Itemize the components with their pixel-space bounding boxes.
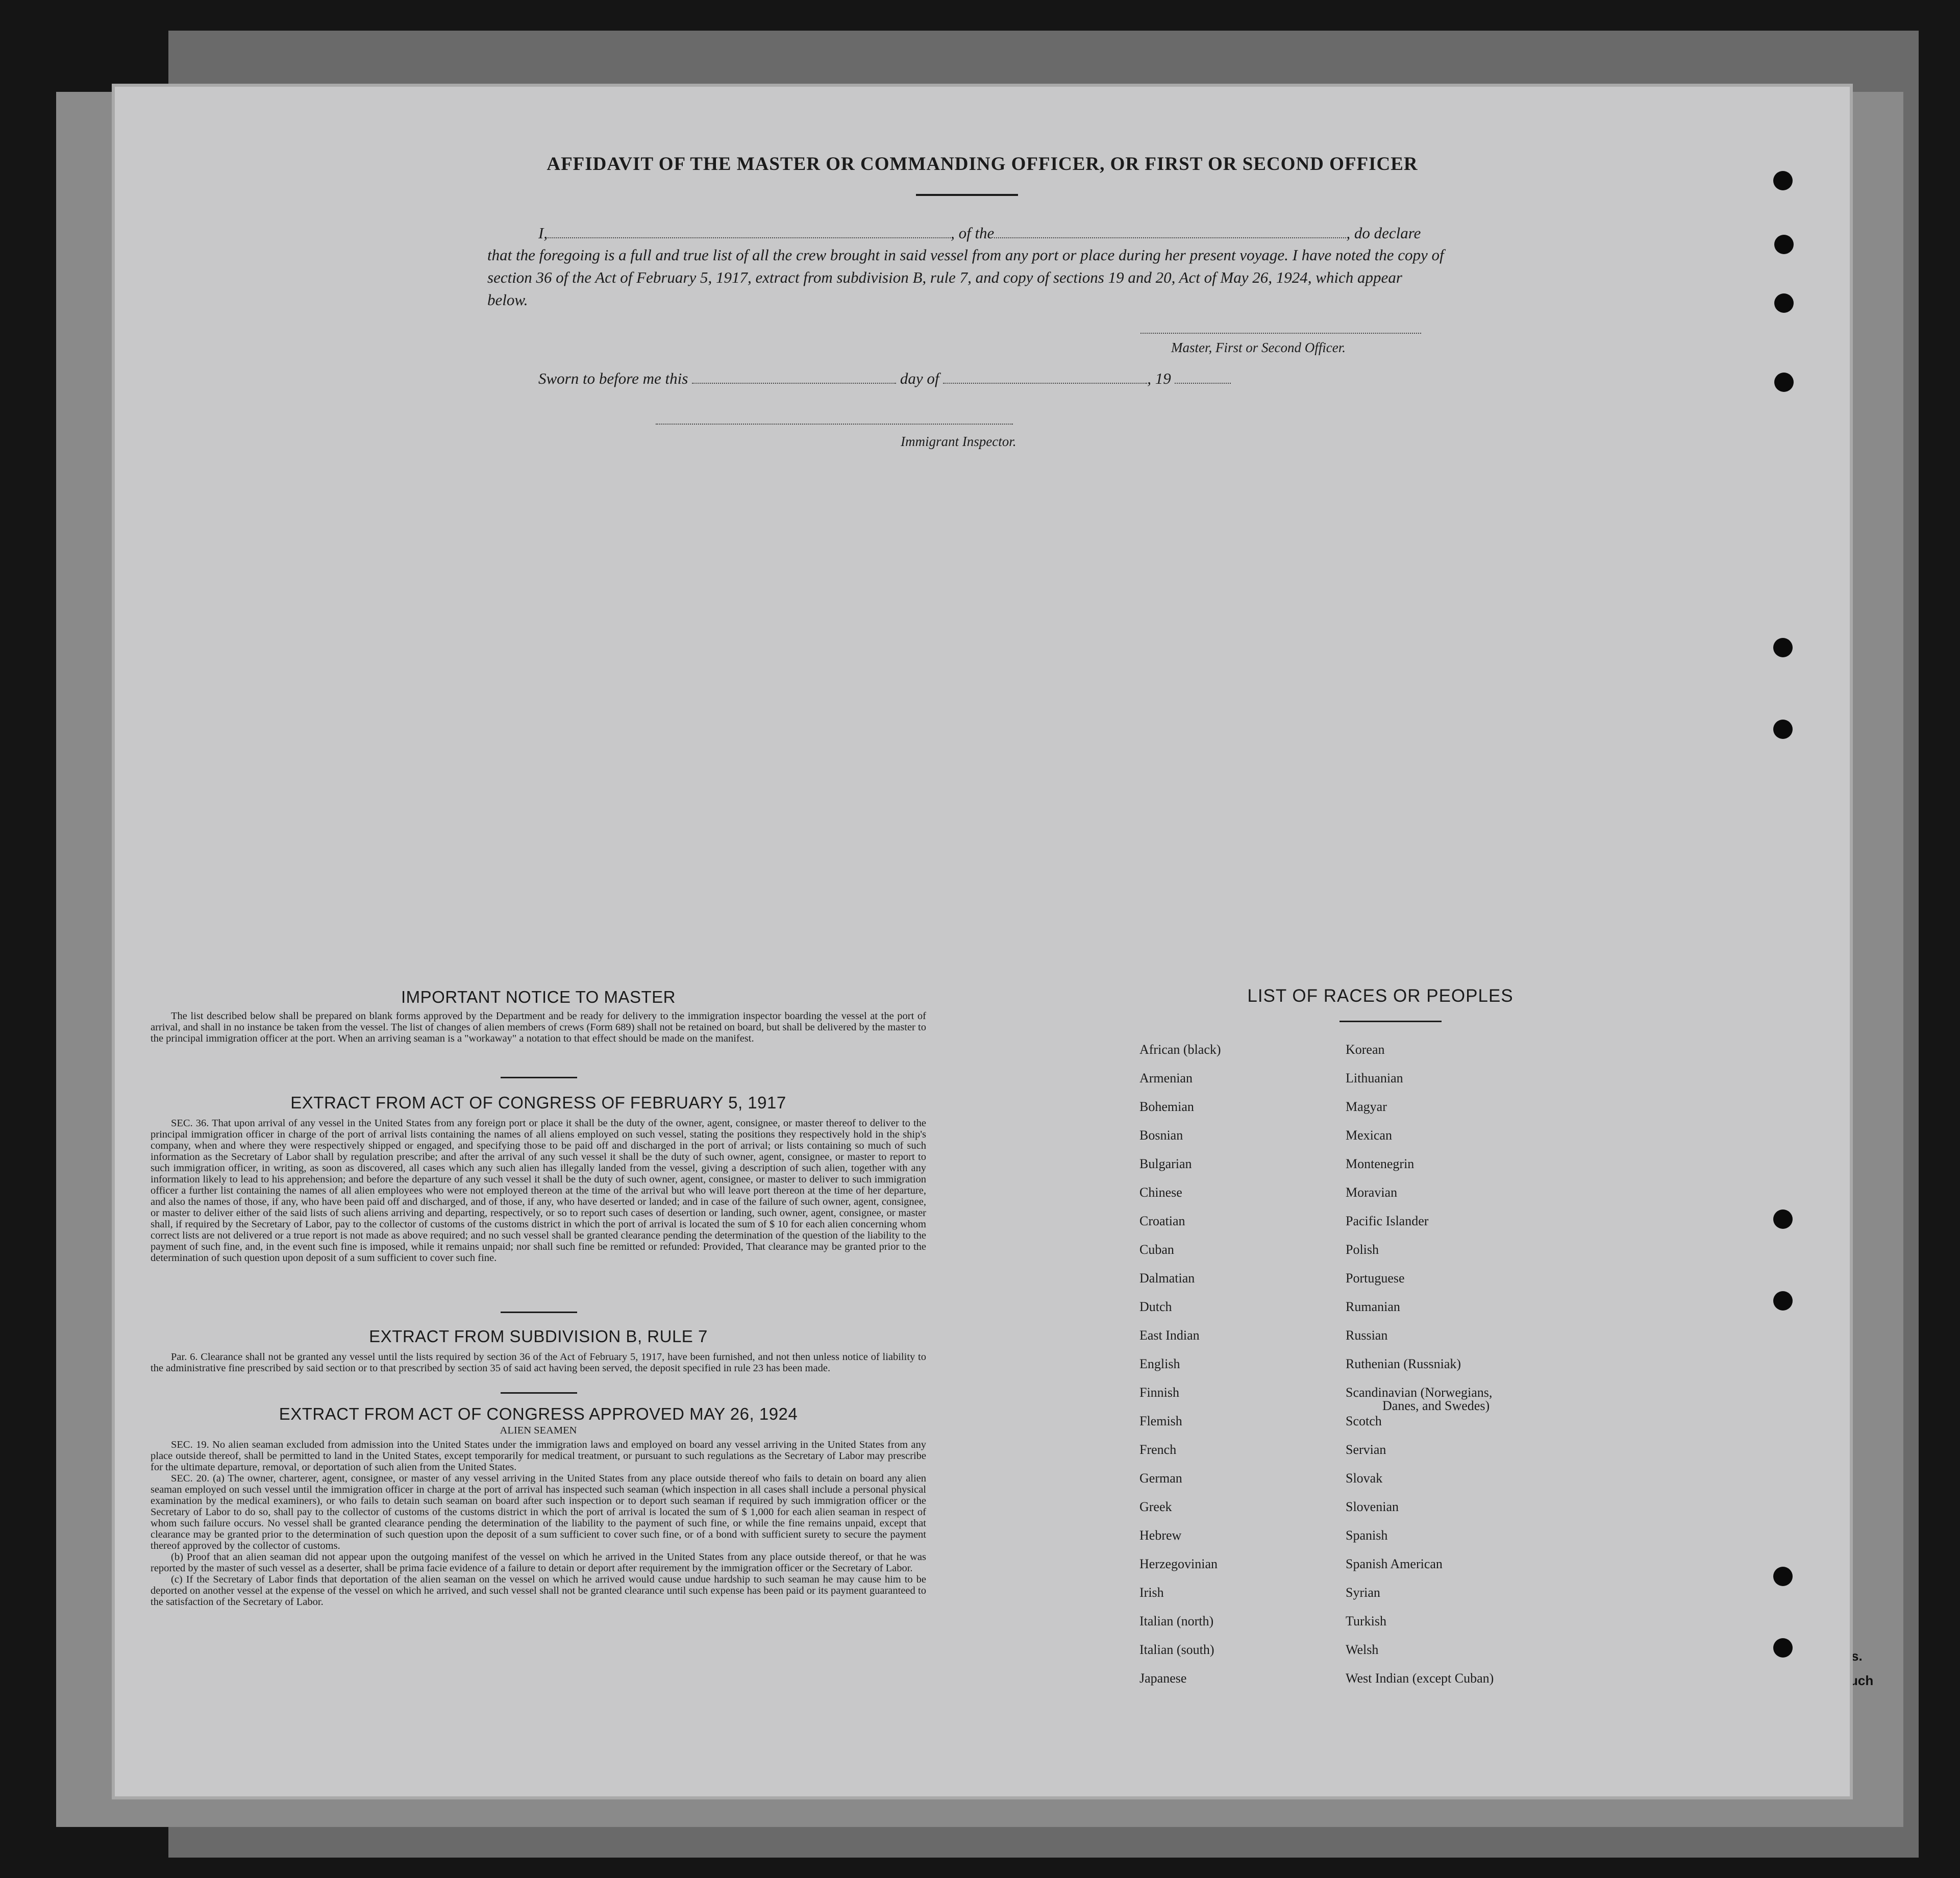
race-item: Spanish American	[1346, 1556, 1443, 1571]
race-item: Italian (south)	[1139, 1642, 1214, 1657]
name-blank[interactable]	[548, 237, 951, 238]
extract-1924-body	[151, 1439, 926, 1608]
race-item: Herzegovinian	[1139, 1556, 1218, 1571]
race-item: Turkish	[1346, 1614, 1386, 1628]
rule7-title: EXTRACT FROM SUBDIVISION B, RULE 7	[369, 1327, 708, 1346]
punch-hole	[1773, 1291, 1793, 1311]
extract-1917-body: SEC. 36. That upon arrival of any vessel in the United States from any foreign port or place it shall be the duty of the owner, agent, consignee, or master thereof to deliver to the principal immigration officer in charge of the port of arrival lists containing the names of all aliens employed on such vessel, stating the positions they respectively hold in the ship's company, when and where they were respectively shipped or engaged, and specifying those to be paid off and discharged in the port of arrival; or lists containing so much of such information as the Secretary of Labor shall by regulation prescribe; and after the arrival of any such vessel it shall be the duty of such owner, agent, consignee, or master to report to such immigration officer, in writing, as soon as discovered, all cases which any such alien has illegally landed from the vessel, giving a description of such alien, together with any information likely to lead to his apprehension; and before the departure of any such vessel it shall be the duty of such owner, agent, consignee, or master to deliver to such immigration officer a further list containing the names of all alien employees who were not employed thereon at the time of the arrival but who will leave port thereon at the time of her departure, and also the names of those, if any, who have been paid off and discharged, and of those, if any, who have deserted or landed; and in case of the failure of such owner, agent, consignee, or master to deliver either of the said lists of such aliens arriving and departing, respectively, or so to report such cases of desertion or landing, such owner, agent, consignee, or master shall, if required by the Secretary of Labor, pay to the collector of customs of the customs district in which the port of arrival is located the sum of $ 10 for each alien concerning whom correct lists are not delivered or a true report is not made as above required; and no such vessel shall be granted clearance pending the determination of the question of the liability to the payment of such fine, and, in the event such fine is imposed, while it remains unpaid; nor shall such fine be remitted or refunded: Provided, That clearance may be granted prior to the determination of such question upon deposit of a sum sufficient to cover such fine.	[151, 1118, 926, 1264]
sworn-prefix: Sworn to before me this	[538, 369, 688, 387]
rule7-body: Par. 6. Clearance shall not be granted any vessel until the lists required by section 36 of the Act of February 5, 1917, have been furnished, and not then unless notice of liability to the administrative fine prescribed by said section or to that prescribed by section 35 of said act having been served, the deposit specified in rule 23 has been made.	[151, 1351, 926, 1374]
race-item: Ruthenian (Russniak)	[1346, 1356, 1461, 1371]
race-item: Croatian	[1139, 1214, 1185, 1228]
race-item: German	[1139, 1471, 1182, 1486]
declaration-line	[538, 222, 1421, 244]
affidavit-title: AFFIDAVIT OF THE MASTER OR COMMANDING OFFICER, OR FIRST OR SECOND OFFICER	[547, 154, 1418, 175]
race-item: Hebrew	[1139, 1528, 1182, 1543]
race-item: Bosnian	[1139, 1128, 1183, 1143]
race-item: Moravian	[1346, 1185, 1398, 1200]
race-item: Mexican	[1346, 1128, 1392, 1143]
punch-hole	[1773, 1567, 1793, 1586]
signature-label: Master, First or Second Officer.	[1171, 340, 1346, 355]
race-item: Chinese	[1139, 1185, 1182, 1200]
race-item: Polish	[1346, 1242, 1379, 1257]
race-item: Dutch	[1139, 1299, 1172, 1314]
extract-1924-title: EXTRACT FROM ACT OF CONGRESS APPROVED MAY 26, 1924	[279, 1404, 798, 1423]
sworn-month-blank[interactable]	[943, 383, 1147, 384]
title-rule	[916, 194, 1018, 196]
races-title: LIST OF RACES OR PEOPLES	[1247, 986, 1514, 1006]
race-item: Rumanian	[1346, 1299, 1400, 1314]
race-item: Danes, and Swedes)	[1382, 1398, 1490, 1413]
race-item: Slovak	[1346, 1471, 1383, 1486]
race-item: Flemish	[1139, 1414, 1182, 1428]
affidavit-body: that the foregoing is a full and true list of all the crew brought in said vessel from any port or place during her present voyage. I have noted the copy of section 36 of the Act of February 5, 1917, extract from subdivision B, rule 7, and copy of sections 19 and 20, Act of May 26, 1924, which appear below.	[487, 246, 1444, 309]
edge-text-2: uch	[1850, 1673, 1874, 1688]
sec-19: SEC. 19. No alien seaman excluded from admission into the United States under the immigration laws and employed on board any vessel arriving in the United States from any place outside thereof, shall be permitted to land in the United States, except temporarily for medical treatment, or pursuant to such regulations as the Secretary of Labor may prescribe for the ultimate departure, removal, or deportation of such alien from the United States.	[151, 1439, 926, 1473]
signature-line[interactable]	[1140, 333, 1421, 334]
race-item: Servian	[1346, 1442, 1386, 1457]
race-item: Scotch	[1346, 1414, 1382, 1428]
race-item: Korean	[1346, 1042, 1385, 1057]
extract-1924-subtitle: ALIEN SEAMEN	[500, 1425, 577, 1436]
extract-1917-title: EXTRACT FROM ACT OF CONGRESS OF FEBRUARY 5, 1917	[290, 1093, 786, 1112]
race-item: East Indian	[1139, 1328, 1200, 1343]
race-item: Montenegrin	[1346, 1156, 1415, 1171]
sworn-year-blank[interactable]	[1175, 383, 1231, 384]
race-item: French	[1139, 1442, 1177, 1457]
race-item: Magyar	[1346, 1099, 1387, 1114]
race-item: Pacific Islander	[1346, 1214, 1429, 1228]
punch-hole	[1773, 1638, 1793, 1658]
race-item: Finnish	[1139, 1385, 1180, 1400]
race-item: Armenian	[1139, 1071, 1193, 1085]
race-item: Irish	[1139, 1585, 1164, 1600]
race-item: Russian	[1346, 1328, 1388, 1343]
race-item: African (black)	[1139, 1042, 1221, 1057]
punch-hole	[1774, 373, 1794, 392]
race-item: Bulgarian	[1139, 1156, 1192, 1171]
race-item: Portuguese	[1346, 1271, 1405, 1286]
notice-rule	[501, 1077, 577, 1078]
rule7-rule	[501, 1392, 577, 1394]
sworn-year: , 19	[1147, 369, 1171, 387]
race-item: Italian (north)	[1139, 1614, 1214, 1628]
punch-hole	[1774, 235, 1794, 254]
declare-i: I,	[538, 224, 548, 242]
race-item: Lithuanian	[1346, 1071, 1403, 1085]
race-item: Welsh	[1346, 1642, 1379, 1657]
race-item: Scandinavian (Norwegians,	[1346, 1385, 1493, 1400]
notice-body: The list described below shall be prepared on blank forms approved by the Department and be ready for delivery to the immigration inspector boarding the vessel at the port of arrival, and shall in no instance be taken from the vessel. The list of changes of alien members of crews (Form 689) shall not be retained on board, but shall be delivered by the master to the principal immigration officer at the port. When an arriving seaman is a "workaway" a notation to that effect should be made on the manifest.	[151, 1010, 926, 1044]
inspector-label: Immigrant Inspector.	[901, 434, 1016, 449]
punch-hole	[1773, 1209, 1793, 1229]
race-item: Greek	[1139, 1499, 1172, 1514]
punch-hole	[1773, 638, 1793, 657]
race-item: English	[1139, 1356, 1180, 1371]
declare-of-the: , of the	[951, 224, 995, 242]
race-item: Syrian	[1346, 1585, 1380, 1600]
punch-hole	[1773, 720, 1793, 739]
race-item: West Indian (except Cuban)	[1346, 1671, 1494, 1686]
sec-20b: (b) Proof that an alien seaman did not appear upon the outgoing manifest of the vessel on which he arrived in the United States from any place outside thereof, or that he was reported by the master of such vessel as a deserter, shall be prima facie evidence of a failure to detain or deport after requirement by the immigration officer or the Secretary of Labor.	[151, 1551, 926, 1574]
race-item: Bohemian	[1139, 1099, 1194, 1114]
race-item: Japanese	[1139, 1671, 1187, 1686]
races-rule	[1339, 1021, 1442, 1022]
sworn-line	[538, 367, 1231, 390]
race-item: Spanish	[1346, 1528, 1388, 1543]
edge-text-1: s.	[1851, 1648, 1863, 1664]
vessel-blank[interactable]	[994, 237, 1346, 238]
punch-hole	[1774, 293, 1794, 313]
race-item: Cuban	[1139, 1242, 1174, 1257]
race-item: Slovenian	[1346, 1499, 1399, 1514]
notice-title: IMPORTANT NOTICE TO MASTER	[401, 987, 676, 1006]
race-item: Dalmatian	[1139, 1271, 1195, 1286]
declare-tail: , do declare	[1346, 224, 1421, 242]
sec-20c: (c) If the Secretary of Labor finds that deportation of the alien seaman on the vessel on which he arrived would cause undue hardship to such seaman he may cause him to be deported on another vessel at the expense of the vessel on which he arrived, and such vessel shall not be granted clearance until such expense has been paid or its payment guaranteed to the satisfaction of the Secretary of Labor.	[151, 1574, 926, 1608]
sworn-day-of: day of	[900, 369, 939, 387]
document-page	[115, 87, 1850, 1796]
sec-20a: SEC. 20. (a) The owner, charterer, agent, consignee, or master of any vessel arriving in the United States from any place outside thereof who fails to detain on board any alien seaman employed on such vessel until the immigration officer in charge at the port of arrival has inspected such seaman (which inspection in all cases shall include a personal physical examination by the medical examiners), or who fails to detain such seaman on board after such inspection or to deport such seaman if required by such immigration officer or the Secretary of Labor to do so, shall pay to the collector of customs of the customs district in which the port of arrival is located the sum of $ 1,000 for each alien seaman in respect of whom such failure occurs. No vessel shall be granted clearance pending the determination of the liability to the payment of such fine, or while the fine remains unpaid, except that clearance may be granted prior to the determination of such question upon the deposit of a sum sufficient to cover such fine, or of a bond with sufficient surety to secure the payment thereof approved by the collector of customs.	[151, 1473, 926, 1551]
extract-1917-rule	[501, 1312, 577, 1313]
inspector-signature-line[interactable]	[656, 424, 1013, 425]
sworn-day-blank[interactable]	[692, 383, 896, 384]
